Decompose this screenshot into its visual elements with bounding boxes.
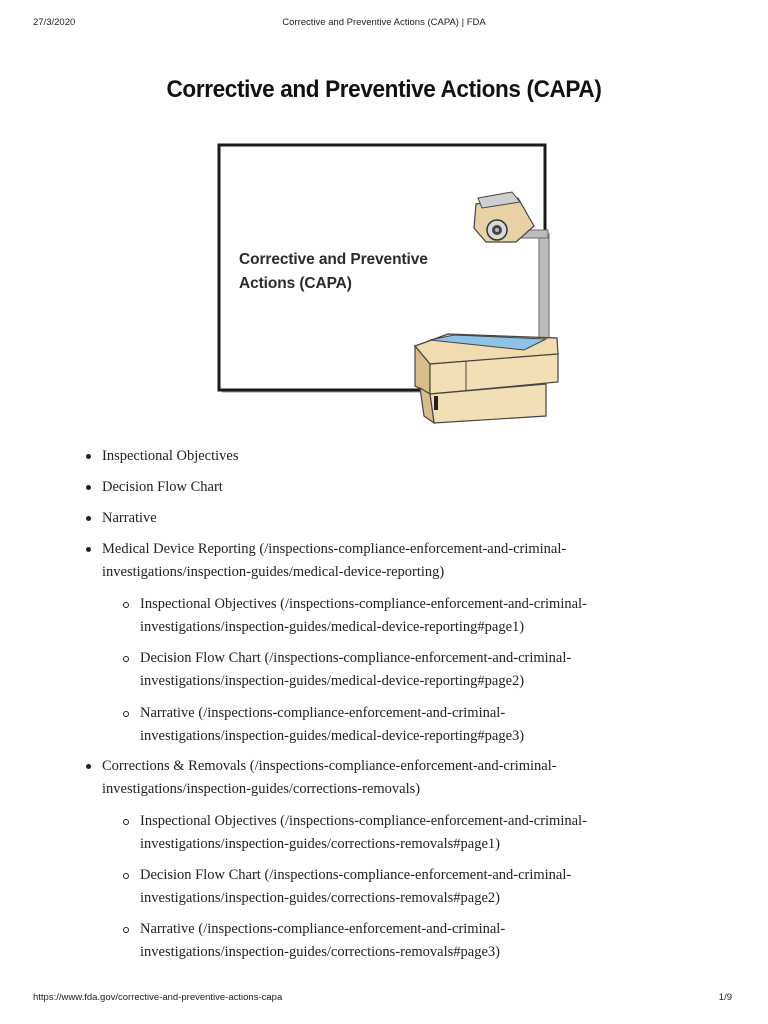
link-text-line: Decision Flow Chart (/inspections-compliance-enforcement-and-criminal- <box>140 867 572 883</box>
caption-line-1: Corrective and Preventive <box>239 251 428 268</box>
link-text-line: Decision Flow Chart (/inspections-compliance-enforcement-and-criminal- <box>140 650 572 666</box>
link-text-line: Inspectional Objectives (/inspections-compliance-enforcement-and-criminal- <box>140 596 587 612</box>
link-text-line: Narrative (/inspections-compliance-enforcement-and-criminal- <box>140 921 506 937</box>
list-item[interactable] <box>102 538 682 584</box>
link-text-line: investigations/inspection-guides/corrections-removals#page3) <box>140 944 500 960</box>
page-number: 1/9 <box>718 992 732 1003</box>
list-item[interactable] <box>140 702 700 748</box>
link-narrative[interactable]: Narrative <box>102 510 157 526</box>
link-cr-inspectional-objectives[interactable] <box>140 810 700 856</box>
link-inspectional-objectives[interactable]: Inspectional Objectives <box>102 448 239 464</box>
link-mdr-inspectional-objectives[interactable] <box>140 593 700 639</box>
list-item[interactable] <box>140 593 700 639</box>
circle-bullet-icon <box>123 873 129 879</box>
list-item[interactable] <box>140 918 700 964</box>
link-text-line: investigations/inspection-guides/corrections-removals) <box>102 781 421 797</box>
list-item[interactable] <box>140 810 700 856</box>
link-mdr-decision-flow-chart[interactable] <box>140 647 700 693</box>
circle-bullet-icon <box>123 819 129 825</box>
list-item[interactable] <box>102 755 682 801</box>
list-item[interactable] <box>140 864 700 910</box>
link-medical-device-reporting[interactable] <box>102 538 682 584</box>
link-cr-narrative[interactable] <box>140 918 700 964</box>
list-item[interactable] <box>102 445 682 468</box>
link-decision-flow-chart[interactable]: Decision Flow Chart <box>102 479 223 495</box>
link-cr-decision-flow-chart[interactable] <box>140 864 700 910</box>
page-url: https://www.fda.gov/corrective-and-preventive-actions-capa <box>33 992 283 1003</box>
circle-bullet-icon <box>123 927 129 933</box>
link-mdr-narrative[interactable] <box>140 702 700 748</box>
circle-bullet-icon <box>123 711 129 717</box>
bullet-icon <box>86 547 91 552</box>
list-item[interactable] <box>102 476 682 499</box>
list-item[interactable] <box>102 507 682 530</box>
print-header <box>0 17 768 31</box>
link-text-line: investigations/inspection-guides/medical-device-reporting#page1) <box>140 619 525 635</box>
link-text-line: Inspectional Objectives (/inspections-compliance-enforcement-and-criminal- <box>140 813 587 829</box>
link-text-line: investigations/inspection-guides/medical-device-reporting#page3) <box>140 728 525 744</box>
bullet-icon <box>86 454 91 459</box>
capa-illustration <box>216 142 562 426</box>
link-text-line: investigations/inspection-guides/medical-device-reporting) <box>102 564 445 580</box>
link-text-line: investigations/inspection-guides/corrections-removals#page2) <box>140 890 500 906</box>
page-title: Corrective and Preventive Actions (CAPA) <box>166 76 602 103</box>
circle-bullet-icon <box>123 656 129 662</box>
link-text-line: investigations/inspection-guides/corrections-removals#page1) <box>140 836 500 852</box>
link-text-line: Narrative (/inspections-compliance-enforcement-and-criminal- <box>140 705 506 721</box>
print-date: 27/3/2020 <box>33 17 76 28</box>
illustration-caption <box>239 248 469 296</box>
caption-line-2: Actions (CAPA) <box>239 275 352 292</box>
print-title: Corrective and Preventive Actions (CAPA) | FDA <box>282 17 486 28</box>
link-text-line: Corrections & Removals (/inspections-compliance-enforcement-and-criminal- <box>102 758 557 774</box>
link-corrections-removals[interactable] <box>102 755 682 801</box>
link-text-line: investigations/inspection-guides/medical-device-reporting#page2) <box>140 673 525 689</box>
bullet-icon <box>86 485 91 490</box>
print-footer <box>0 992 768 1006</box>
bullet-icon <box>86 516 91 521</box>
bullet-icon <box>86 764 91 769</box>
list-item[interactable] <box>140 647 700 693</box>
circle-bullet-icon <box>123 602 129 608</box>
link-text-line: Medical Device Reporting (/inspections-compliance-enforcement-and-criminal- <box>102 541 567 557</box>
